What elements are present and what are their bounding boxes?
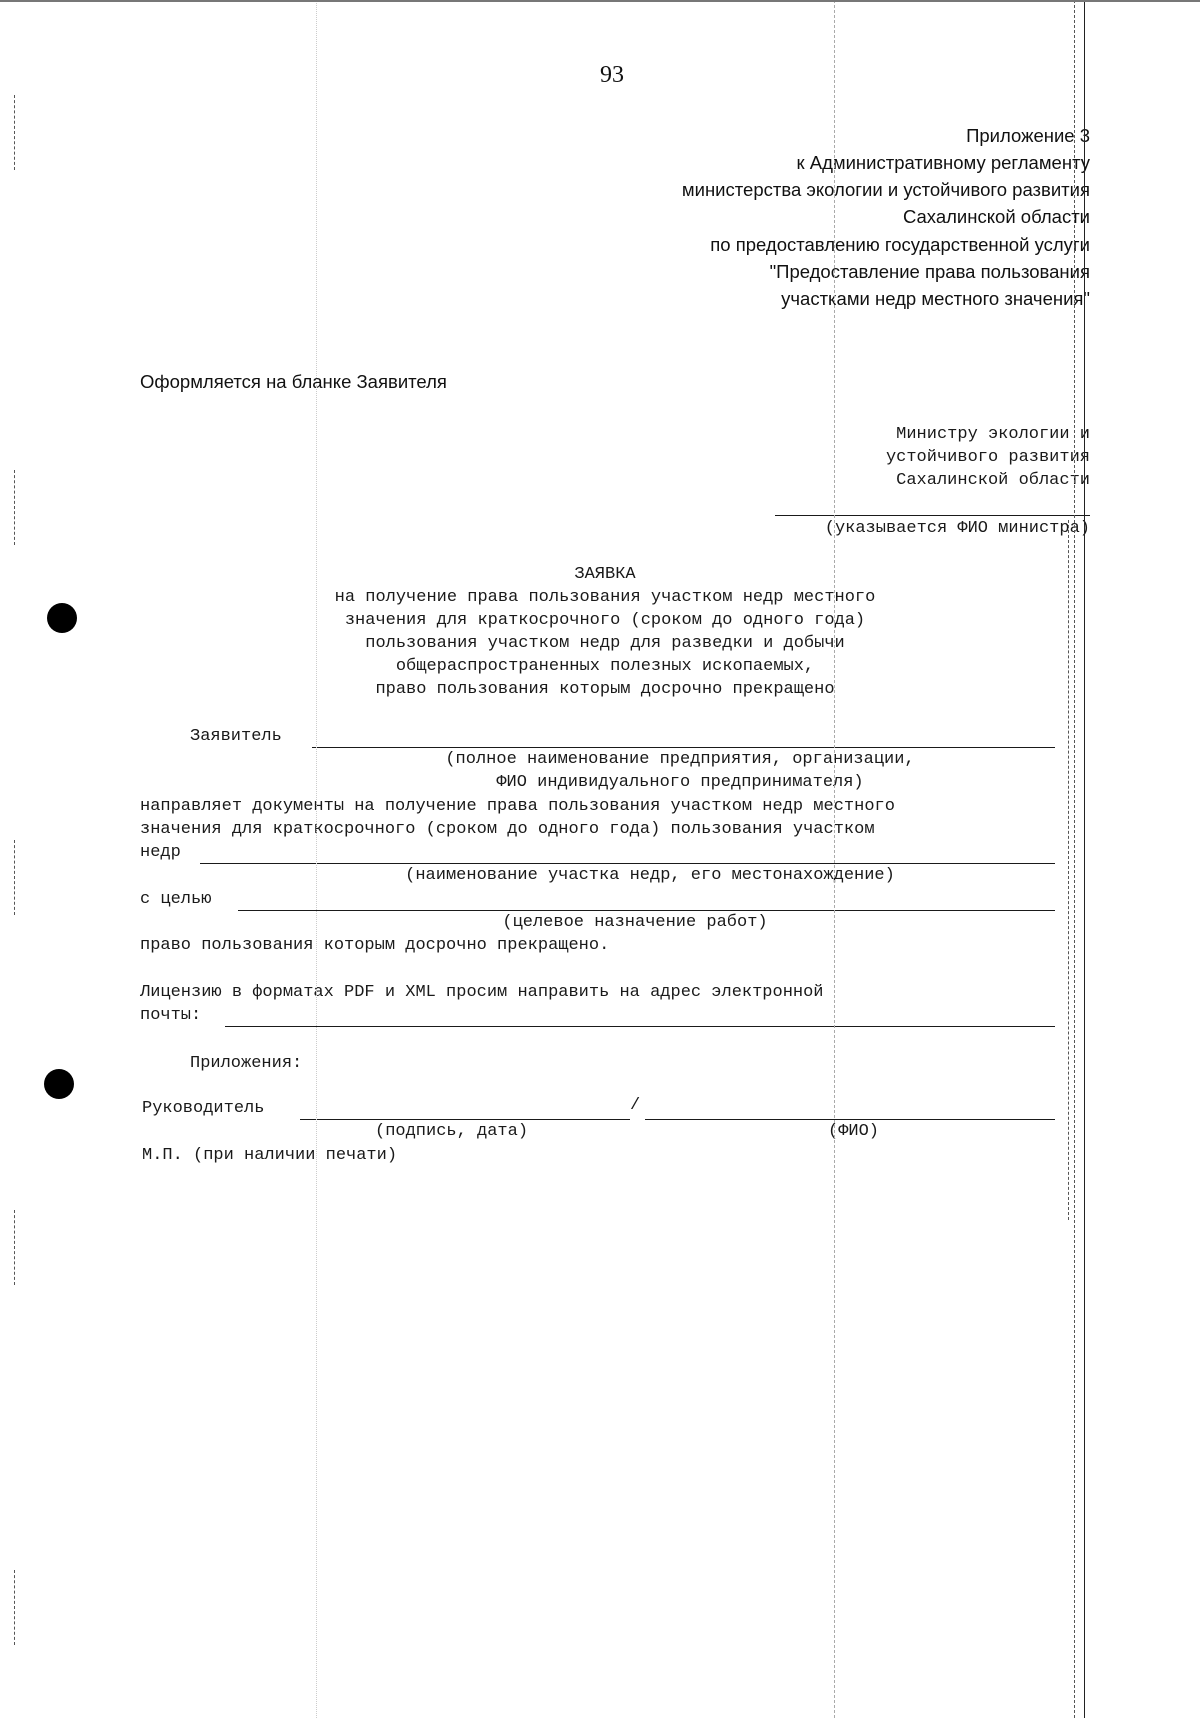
scan-edge-left	[14, 95, 15, 170]
seal-note: М.П. (при наличии печати)	[142, 1146, 398, 1165]
doc-heading: ЗАЯВКА	[574, 565, 636, 584]
addressee-line-1: Министру экологии и	[896, 425, 1090, 444]
appendix-line-6: "Предоставление права пользования	[769, 261, 1090, 282]
appendix-line-7: участками недр местного значения"	[781, 288, 1090, 309]
addressee-line-3: Сахалинской области	[896, 471, 1090, 490]
applicant-label: Заявитель	[190, 727, 282, 746]
blank-note: Оформляется на бланке Заявителя	[140, 371, 447, 392]
signature-caption: (подпись, дата)	[375, 1122, 529, 1141]
fio-line	[645, 1119, 1055, 1120]
scan-edge-left	[14, 470, 15, 545]
title-line-2: значения для краткосрочного (сроком до одного года)	[344, 611, 866, 630]
scan-edge-right-inner	[1074, 0, 1075, 1718]
appendix-line-4: Сахалинской области	[902, 206, 1090, 227]
license-line: Лицензию в форматах PDF и XML просим направить на адрес электронной	[140, 983, 824, 1002]
title-line-4: общераспространенных полезных ископаемых,	[395, 657, 815, 676]
subsoil-field-line	[200, 863, 1055, 864]
punch-hole	[44, 1069, 74, 1099]
purpose-field-line	[238, 910, 1055, 911]
title-line-3: пользования участком недр для разведки и добычи	[365, 634, 845, 653]
slash-separator: /	[630, 1096, 641, 1115]
page-number: 93	[600, 62, 624, 88]
body-line-1: направляет документы на получение права пользования участком недр местного	[140, 797, 895, 816]
title-line-1: на получение права пользования участком недр местного	[334, 588, 876, 607]
purpose-label: с целью	[140, 890, 212, 909]
attachments-label: Приложения:	[190, 1054, 303, 1073]
email-label: почты:	[140, 1006, 202, 1025]
appendix-line-3: министерства экологии и устойчивого развития	[681, 179, 1090, 200]
body-line-2: значения для краткосрочного (сроком до одного года) пользования участком	[140, 820, 875, 839]
appendix-line-5: по предоставлению государственной услуги	[710, 234, 1090, 255]
scan-edge-inner	[1068, 520, 1069, 1220]
scan-edge-left	[14, 1570, 15, 1645]
scan-edge-top	[0, 0, 1200, 2]
purpose-caption: (целевое назначение работ)	[502, 913, 768, 932]
subsoil-label: недр	[140, 843, 181, 862]
scan-edge-right	[1084, 0, 1085, 1718]
scan-fold-line	[834, 0, 835, 1718]
email-field-line	[225, 1026, 1055, 1027]
title-line-5: право пользования которым досрочно прекращено	[375, 680, 835, 699]
scan-edge-left	[14, 1210, 15, 1285]
scan-fold-line-left	[316, 0, 317, 1718]
applicant-caption-2: ФИО индивидуального предпринимателя)	[496, 773, 864, 792]
subsoil-caption: (наименование участка недр, его местонахождение)	[405, 866, 895, 885]
punch-hole	[47, 603, 77, 633]
appendix-line-2: к Административному регламенту	[796, 152, 1090, 173]
appendix-line-1: Приложение 3	[966, 125, 1090, 146]
minister-name-line	[775, 515, 1090, 516]
scan-edge-left	[14, 840, 15, 915]
signature-line	[300, 1119, 630, 1120]
addressee-caption: (указывается ФИО министра)	[824, 519, 1090, 538]
head-label: Руководитель	[142, 1099, 265, 1118]
fio-caption: (ФИО)	[828, 1122, 880, 1141]
applicant-caption-1: (полное наименование предприятия, организации,	[445, 750, 915, 769]
terminated-line: право пользования которым досрочно прекращено.	[140, 936, 610, 955]
applicant-field-line	[312, 747, 1055, 748]
addressee-line-2: устойчивого развития	[885, 448, 1090, 467]
